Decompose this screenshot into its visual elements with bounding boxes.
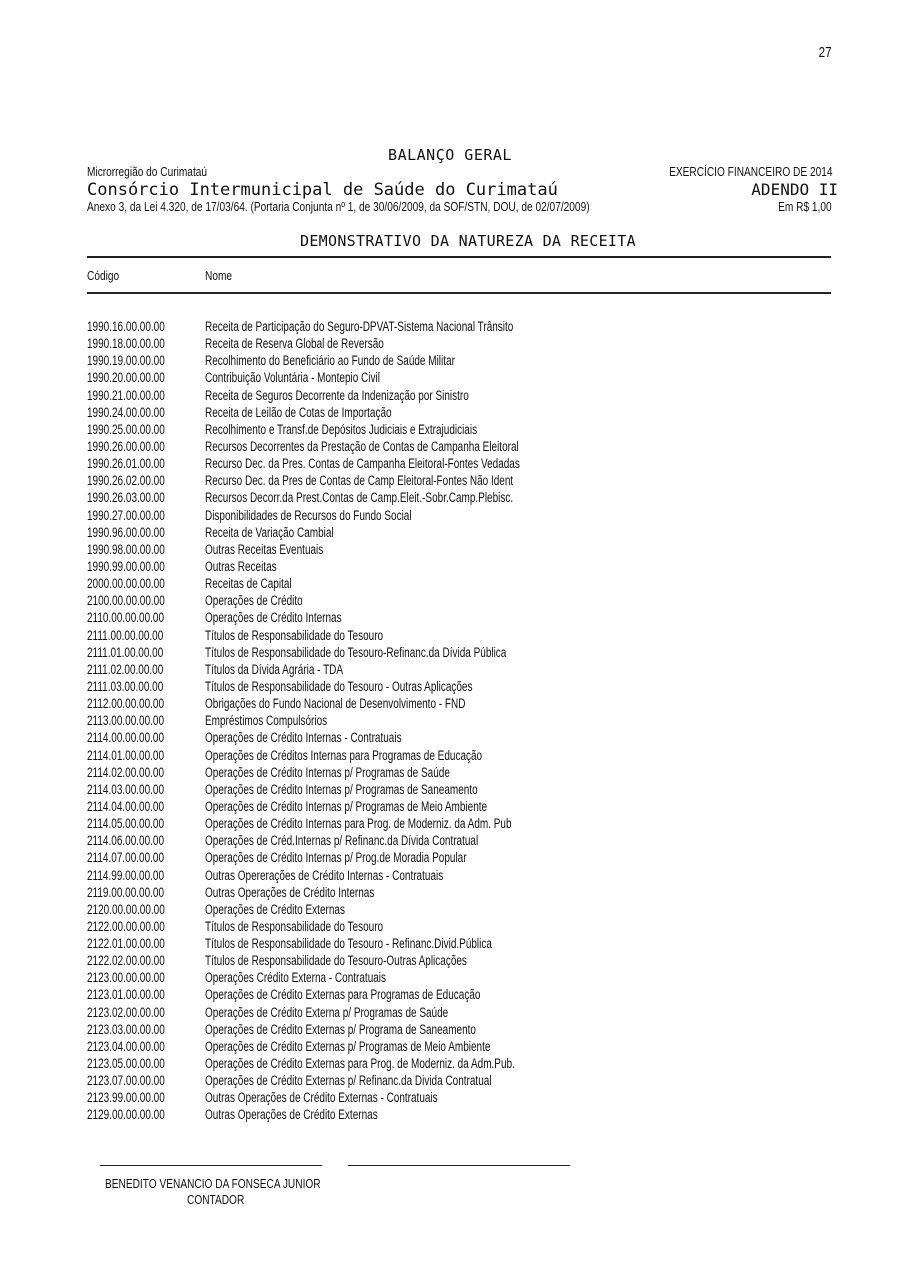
table-row: [87, 609, 831, 626]
table-row: [87, 798, 831, 815]
row-name: Títulos de Responsabilidade do Tesouro-Outras Aplicações: [205, 953, 467, 969]
table-row: [87, 935, 831, 952]
table-row: [87, 678, 831, 695]
row-name: Operações de Crédito Internas p/ Programas de Saneamento: [205, 781, 478, 797]
region-label: Microrregião do Curimataú: [87, 164, 208, 179]
row-name: Operações de Crédito Externas para Programas de Educação: [205, 987, 481, 1003]
row-code: 2000.00.00.00.00: [87, 576, 165, 592]
row-code: 1990.24.00.00.00: [87, 404, 165, 420]
row-code: 2111.00.00.00.00: [87, 627, 164, 643]
table-row: [87, 781, 831, 798]
table-row: [87, 524, 831, 541]
row-name: Receita de Leilão de Cotas de Importação: [205, 404, 392, 420]
row-name: Títulos de Responsabilidade do Tesouro - Refinanc.Divid.Pública: [205, 936, 492, 952]
table-row: [87, 884, 831, 901]
legal-reference: Anexo 3, da Lei 4.320, de 17/03/64. (Portaria Conjunta nº 1, de 30/06/2009, da SOF/STN, DOU, de 02/07/2009): [87, 199, 590, 214]
row-name: Operações de Crédito Externas para Prog. de Moderniz. da Adm.Pub.: [205, 1056, 515, 1072]
row-name: Operações de Crédito Internas - Contratuais: [205, 730, 402, 746]
row-code: 2114.05.00.00.00: [87, 816, 165, 832]
table-row: [87, 387, 831, 404]
table-row: [87, 832, 831, 849]
row-code: 2111.02.00.00.00: [87, 661, 164, 677]
section-title: DEMONSTRATIVO DA NATUREZA DA RECEITA: [300, 232, 636, 250]
row-code: 2113.00.00.00.00: [87, 713, 165, 729]
row-code: 2120.00.00.00.00: [87, 901, 165, 917]
row-name: Recolhimento e Transf.de Depósitos Judiciais e Extrajudiciais: [205, 421, 478, 437]
page-number: 27: [818, 44, 832, 61]
table-row: [87, 352, 831, 369]
row-code: 2114.00.00.00.00: [87, 730, 165, 746]
row-code: 2110.00.00.00.00: [87, 610, 165, 626]
table-row: [87, 1055, 831, 1072]
table-row: [87, 986, 831, 1003]
table-row: [87, 849, 831, 866]
table-row: [87, 472, 831, 489]
row-code: 2122.00.00.00.00: [87, 918, 165, 934]
row-name: Outras Receitas: [205, 558, 277, 574]
table-row: [87, 1004, 831, 1021]
row-code: 2122.02.00.00.00: [87, 953, 165, 969]
row-name: Receita de Seguros Decorrente da Indenização por Sinistro: [205, 387, 469, 403]
header-divider-top: [87, 256, 831, 258]
row-name: Operações de Crédito Internas: [205, 610, 342, 626]
table-row: [87, 369, 831, 386]
row-name: Outras Operações de Crédito Externas - Contratuais: [205, 1090, 438, 1106]
row-code: 1990.26.03.00.00: [87, 490, 165, 506]
row-name: Recurso Dec. da Pres. Contas de Campanha Eleitoral-Fontes Vedadas: [205, 456, 520, 472]
row-code: 2119.00.00.00.00: [87, 884, 165, 900]
row-code: 2123.02.00.00.00: [87, 1004, 165, 1020]
table-row: [87, 1089, 831, 1106]
table-row: [87, 558, 831, 575]
row-name: Títulos de Responsabilidade do Tesouro: [205, 918, 384, 934]
table-row: [87, 592, 831, 609]
table-row: [87, 1106, 831, 1123]
table-row: [87, 952, 831, 969]
table-row: [87, 867, 831, 884]
header-divider-bottom: [87, 292, 831, 294]
table-row: [87, 918, 831, 935]
row-name: Operações de Crédito: [205, 593, 303, 609]
row-code: 1990.26.02.00.00: [87, 473, 165, 489]
report-title: BALANÇO GERAL: [388, 146, 512, 164]
table-row: [87, 747, 831, 764]
table-row: [87, 421, 831, 438]
row-name: Receita de Participação do Seguro-DPVAT-Sistema Nacional Trânsito: [205, 319, 514, 334]
row-name: Títulos da Dívida Agrária - TDA: [205, 661, 344, 677]
table-row: [87, 1072, 831, 1089]
row-code: 1990.25.00.00.00: [87, 421, 165, 437]
row-code: 1990.21.00.00.00: [87, 387, 165, 403]
row-code: 2123.03.00.00.00: [87, 1021, 165, 1037]
row-name: Contribuição Voluntária - Montepio Civil: [205, 370, 380, 386]
row-name: Operações de Créditos Internas para Programas de Educação: [205, 747, 483, 763]
signatory-role: CONTADOR: [187, 1192, 245, 1207]
row-name: Outras Operações de Crédito Internas: [205, 884, 375, 900]
row-code: 2123.01.00.00.00: [87, 987, 165, 1003]
row-code: 1990.26.01.00.00: [87, 456, 165, 472]
table-row: [87, 1021, 831, 1038]
table-row: [87, 815, 831, 832]
table-row: [87, 489, 831, 506]
row-name: Operações de Crédito Externa p/ Programas de Saúde: [205, 1004, 449, 1020]
row-name: Recursos Decorr.da Prest.Contas de Camp.Eleit.-Sobr.Camp.Plebisc.: [205, 490, 514, 506]
table-row: [87, 575, 831, 592]
row-code: 2129.00.00.00.00: [87, 1107, 165, 1123]
table-row: [87, 695, 831, 712]
row-name: Operações de Crédito Externas: [205, 901, 345, 917]
row-name: Operações de Créd.Internas p/ Refinanc.da Dívida Contratual: [205, 833, 479, 849]
row-name: Receita de Variação Cambial: [205, 524, 334, 540]
table-row: [87, 764, 831, 781]
row-code: 2111.03.00.00.00: [87, 678, 164, 694]
table-row: [87, 712, 831, 729]
table-row: [87, 627, 831, 644]
signature-line: [100, 1165, 322, 1166]
row-name: Outras Receitas Eventuais: [205, 541, 324, 557]
table-row: [87, 318, 831, 335]
row-code: 1990.20.00.00.00: [87, 370, 165, 386]
table-row: [87, 1038, 831, 1055]
row-code: 1990.19.00.00.00: [87, 353, 165, 369]
row-code: 1990.18.00.00.00: [87, 336, 165, 352]
row-code: 2114.01.00.00.00: [87, 747, 165, 763]
row-code: 2114.03.00.00.00: [87, 781, 165, 797]
row-name: Operações de Crédito Externas p/ Programa de Saneamento: [205, 1021, 477, 1037]
table-row: [87, 335, 831, 352]
row-name: Títulos de Responsabilidade do Tesouro-Refinanc.da Dívida Pública: [205, 644, 507, 660]
table-row: [87, 661, 831, 678]
row-code: 1990.96.00.00.00: [87, 524, 165, 540]
row-code: 2123.07.00.00.00: [87, 1073, 165, 1089]
row-name: Recurso Dec. da Pres de Contas de Camp Eleitoral-Fontes Não Ident: [205, 473, 514, 489]
table-row: [87, 455, 831, 472]
row-name: Recursos Decorrentes da Prestação de Contas de Campanha Eleitoral: [205, 438, 519, 454]
table-row: [87, 438, 831, 455]
row-name: Títulos de Responsabilidade do Tesouro - Outras Aplicações: [205, 678, 473, 694]
entity-name: Consórcio Intermunicipal de Saúde do Curimataú: [87, 180, 558, 200]
table-row: [87, 969, 831, 986]
row-code: 2123.04.00.00.00: [87, 1038, 165, 1054]
row-code: 2111.01.00.00.00: [87, 644, 164, 660]
table-row: [87, 541, 831, 558]
row-code: 2123.99.00.00.00: [87, 1090, 165, 1106]
revenue-table-body: [87, 318, 831, 1124]
row-code: 2112.00.00.00.00: [87, 696, 165, 712]
row-code: 1990.99.00.00.00: [87, 558, 165, 574]
row-name: Operações de Crédito Internas para Prog. de Moderniz. da Adm. Pub: [205, 816, 512, 832]
row-name: Operações de Crédito Externas p/ Programas de Meio Ambiente: [205, 1038, 491, 1054]
column-header-code: Código: [87, 268, 120, 283]
row-name: Outras Opererações de Crédito Internas - Contratuais: [205, 867, 444, 883]
row-code: 2114.02.00.00.00: [87, 764, 165, 780]
table-row: [87, 644, 831, 661]
signatory-name: BENEDITO VENANCIO DA FONSECA JUNIOR: [105, 1176, 321, 1191]
row-name: Receitas de Capital: [205, 576, 292, 592]
row-name: Operações de Crédito Internas p/ Programas de Meio Ambiente: [205, 798, 488, 814]
row-name: Operações de Crédito Internas p/ Programas de Saúde: [205, 764, 450, 780]
row-name: Operações de Crédito Externas p/ Refinanc.da Divida Contratual: [205, 1073, 492, 1089]
row-name: Disponibilidades de Recursos do Fundo Social: [205, 507, 412, 523]
row-name: Outras Operações de Crédito Externas: [205, 1107, 378, 1123]
table-row: [87, 404, 831, 421]
row-name: Empréstimos Compulsórios: [205, 713, 328, 729]
row-code: 1990.26.00.00.00: [87, 438, 165, 454]
row-code: 2114.04.00.00.00: [87, 798, 165, 814]
row-code: 1990.16.00.00.00: [87, 319, 165, 334]
table-row: [87, 729, 831, 746]
row-name: Operações Crédito Externa - Contratuais: [205, 970, 387, 986]
row-code: 2123.05.00.00.00: [87, 1056, 165, 1072]
row-code: 2100.00.00.00.00: [87, 593, 165, 609]
fiscal-year-label: EXERCÍCIO FINANCEIRO DE 2014: [668, 164, 832, 179]
row-code: 2114.99.00.00.00: [87, 867, 165, 883]
row-name: Obrigações do Fundo Nacional de Desenvolvimento - FND: [205, 696, 466, 712]
row-code: 1990.27.00.00.00: [87, 507, 165, 523]
row-code: 2114.06.00.00.00: [87, 833, 165, 849]
row-name: Títulos de Responsabilidade do Tesouro: [205, 627, 384, 643]
table-row: [87, 901, 831, 918]
signature-line: [348, 1165, 570, 1166]
table-row: [87, 507, 831, 524]
row-name: Receita de Reserva Global de Reversão: [205, 336, 384, 352]
row-code: 2123.00.00.00.00: [87, 970, 165, 986]
column-header-name: Nome: [205, 268, 233, 283]
row-code: 2114.07.00.00.00: [87, 850, 165, 866]
currency-unit: Em R$ 1,00: [778, 199, 832, 214]
row-name: Operações de Crédito Internas p/ Prog.de Moradia Popular: [205, 850, 467, 866]
addendum-label: ADENDO II: [751, 180, 838, 199]
row-code: 1990.98.00.00.00: [87, 541, 165, 557]
row-code: 2122.01.00.00.00: [87, 936, 165, 952]
row-name: Recolhimento do Beneficiário ao Fundo de Saúde Militar: [205, 353, 455, 369]
